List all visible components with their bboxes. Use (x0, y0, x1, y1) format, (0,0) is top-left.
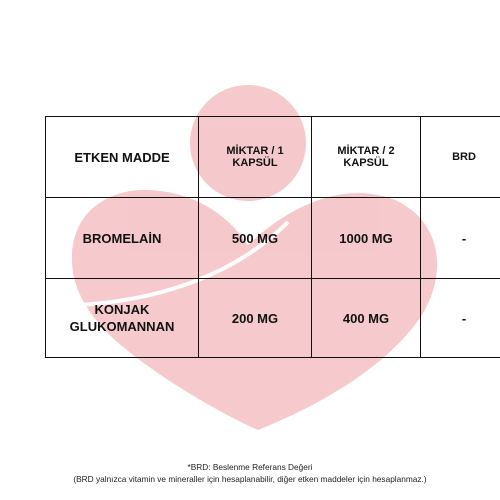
ingredient-name-line1: BROMELAİN (82, 230, 162, 246)
header-amount-per-1-capsule (199, 117, 312, 198)
header-amount1-line2: KAPSÜL (232, 157, 278, 169)
ingredient-name (46, 279, 199, 358)
header-amount2-line2: KAPSÜL (343, 157, 389, 169)
header-brd: BRD (421, 117, 500, 198)
footnote-brd-explanation: (BRD yalnızca vitamin ve mineraller için hesaplanabilir, diğer etken maddeler için hesaplanmaz.) (73, 474, 427, 484)
header-amount-per-2-capsules (312, 117, 421, 198)
table-row (46, 279, 500, 358)
amount-1-capsule: 200 MG (199, 279, 312, 358)
ingredient-table (45, 116, 500, 358)
ingredient-name-line2: GLUKOMANNAN (69, 319, 175, 334)
table-row (46, 198, 500, 279)
amount-2-capsules: 400 MG (312, 279, 421, 358)
ingredient-name (46, 198, 199, 279)
amount-2-capsules: 1000 MG (312, 198, 421, 279)
table-header-row (46, 117, 500, 198)
ingredient-name-line1: KONJAK (94, 302, 150, 317)
amount-1-capsule: 500 MG (199, 198, 312, 279)
header-amount1-line1: MİKTAR / 1 (226, 145, 284, 157)
brd-value: - (421, 279, 500, 358)
header-amount2-line1: MİKTAR / 2 (337, 145, 395, 157)
brd-value: - (421, 198, 500, 279)
footnote-brd-definition: *BRD: Beslenme Referans Değeri (187, 462, 313, 472)
header-active-ingredient: ETKEN MADDE (46, 117, 199, 198)
